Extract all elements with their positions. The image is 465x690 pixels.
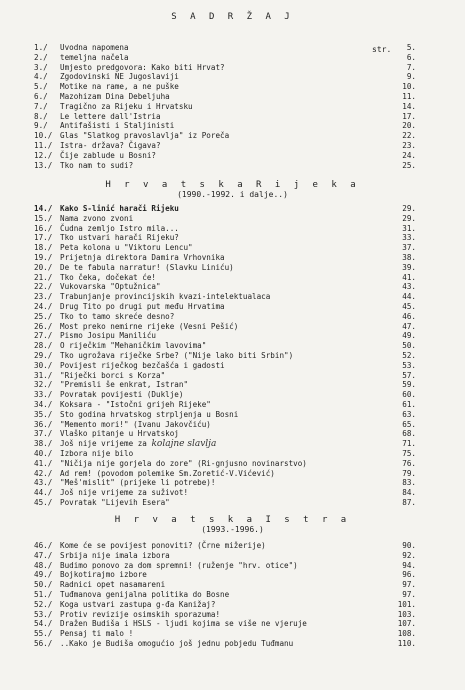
toc-entry-title — [60, 92, 170, 102]
toc-entry-title — [60, 82, 179, 92]
toc-entry — [0, 112, 465, 122]
toc-entry-title — [60, 263, 234, 273]
toc-entry-title-text: Izbora nije bilo — [60, 448, 134, 458]
toc-entry-number: 3./ — [34, 62, 48, 72]
toc-entry-title — [60, 243, 193, 253]
toc-entry-title-text: Srbija nije imala izbora — [60, 550, 170, 560]
toc-entry-number: 48./ — [34, 560, 53, 570]
toc-entry — [0, 351, 465, 361]
toc-entry-page: 68. — [402, 429, 416, 439]
toc-entry-page: 20. — [402, 121, 416, 131]
toc-entry-title-text: Motike na rame, a ne puške — [60, 82, 179, 92]
toc-entry-number: 23./ — [34, 292, 53, 302]
toc-entry-page: 101. — [397, 599, 416, 609]
toc-entry — [0, 639, 465, 649]
toc-entry-title-text: Glas "Slatkog pravoslavlja" iz Poreča — [60, 131, 230, 141]
toc-entry — [0, 141, 465, 151]
toc-entry — [0, 224, 465, 234]
toc-entry-page: 76. — [402, 458, 416, 468]
toc-entry-title-text: Čije zablude u Bosni? — [60, 150, 157, 160]
toc-entry-title-text: Drug Tito po drugi put među Hrvatima — [60, 301, 225, 311]
toc-entry-page: 10. — [402, 82, 416, 92]
toc-entry — [0, 131, 465, 141]
toc-entry-number: 56./ — [34, 638, 53, 648]
toc-entry — [0, 580, 465, 590]
toc-entry-title — [60, 312, 174, 322]
toc-entry-title-text: Antifašisti i Staljinisti — [60, 121, 175, 131]
toc-entry-title — [60, 331, 156, 341]
toc-entry-number: 7./ — [34, 101, 48, 111]
toc-entry-page: 60. — [402, 390, 416, 400]
toc-entry-title — [60, 619, 307, 629]
toc-entry — [0, 600, 465, 610]
toc-entry-page: 29. — [402, 213, 416, 223]
toc-entry-title-text: Pismo Josipu Maniliću — [60, 331, 157, 341]
toc-entry-title — [60, 610, 220, 620]
toc-entry-title-text: Kako S-linić harači Rijeku — [60, 204, 179, 213]
toc-entry-page: 107. — [397, 619, 416, 629]
toc-entry — [0, 590, 465, 600]
toc-entry-page: 22. — [402, 131, 416, 141]
toc-entry-page: 110. — [397, 638, 416, 648]
toc-entry-number: 21./ — [34, 272, 53, 282]
toc-entry-title — [60, 112, 161, 122]
toc-entry-number: 15./ — [34, 213, 53, 223]
toc-entry-title — [60, 102, 193, 112]
toc-entry-page: 9. — [406, 72, 416, 82]
toc-entry-page: 57. — [402, 370, 416, 380]
toc-entry-title-text: Ad rem! (povodom polemike Sm.Zoretić-V.Vićević) — [60, 468, 275, 478]
toc-entry-number: 31./ — [34, 370, 53, 380]
toc-entry-number: 41./ — [34, 458, 53, 468]
toc-entry-title — [60, 322, 238, 332]
toc-entry-number: 14./ — [34, 204, 53, 213]
toc-entry-page: 79. — [402, 468, 416, 478]
toc-entry-title-text: Radnici opet nasamareni — [60, 580, 166, 590]
toc-entry-title — [60, 449, 133, 459]
toc-entry-page: 90. — [402, 541, 416, 550]
toc-entry-title-text: Tko ugrožava riječke Srbe? ("Nije lako biti Srbin") — [60, 350, 294, 360]
toc-entry-page: 43. — [402, 282, 416, 292]
toc-entry-number: 43./ — [34, 478, 53, 488]
toc-entry-number: 38./ — [34, 439, 53, 449]
toc-entry — [0, 429, 465, 439]
toc-entry-title-text: Koga ustvari zastupa g-đa Kanižaj? — [60, 599, 216, 609]
toc-entry-title-text: Koksara - "Istočni grijeh Rijeke" — [60, 399, 211, 409]
toc-entry-title-text: Istra- država? Čigava? — [60, 140, 161, 150]
toc-entry-number: 18./ — [34, 243, 53, 253]
toc-entry-title — [60, 161, 133, 171]
toc-entry — [0, 400, 465, 410]
toc-entry-title — [60, 590, 229, 600]
toc-entry — [0, 361, 465, 371]
toc-entry-title — [60, 580, 165, 590]
toc-entry-title-text: Tko čeka, dočekat će! — [60, 272, 157, 282]
toc-entry — [0, 92, 465, 102]
toc-entry-number: 53./ — [34, 609, 53, 619]
toc-entry-page: 96. — [402, 570, 416, 580]
toc-entry-number: 40./ — [34, 448, 53, 458]
toc-entry-title — [60, 429, 179, 439]
toc-entry-title-text: Još nije vrijeme za suživot! — [60, 488, 189, 498]
toc-entry-title — [60, 214, 133, 224]
toc-entry — [0, 322, 465, 332]
toc-entry — [0, 72, 465, 82]
toc-entry-page: 37. — [402, 243, 416, 253]
toc-entry — [0, 629, 465, 639]
toc-entry-number: 20./ — [34, 262, 53, 272]
toc-entry-page: 94. — [402, 560, 416, 570]
toc-entry-number: 44./ — [34, 488, 53, 498]
toc-entry-page: 44. — [402, 292, 416, 302]
toc-entry-title-text: Sto godina hrvatskog strpljenja u Bosni — [60, 409, 239, 419]
toc-entry-title-text: Pensaj ti malo ! — [60, 629, 134, 639]
toc-entry-number: 24./ — [34, 301, 53, 311]
toc-entry-title — [60, 224, 179, 234]
toc-entry — [0, 53, 465, 63]
handwritten-note: kolajne slavlja — [151, 439, 217, 450]
toc-entry-number: 17./ — [34, 233, 53, 243]
toc-entry-title-text: Mazohizam Dina Debeljuha — [60, 91, 170, 101]
toc-entry-title — [60, 204, 179, 214]
toc-entry-number: 5./ — [34, 82, 48, 92]
toc-entry-number: 54./ — [34, 619, 53, 629]
toc-entry-page: 14. — [402, 101, 416, 111]
toc-entry-number: 51./ — [34, 589, 53, 599]
toc-entry-page: 5. — [406, 43, 416, 52]
toc-entry-title-text: De te fabula narratur! (Slavku Liniću) — [60, 262, 234, 272]
toc-entry-title — [60, 233, 179, 243]
toc-entry-title — [60, 131, 229, 141]
toc-entry-number: 33./ — [34, 390, 53, 400]
toc-entry-page: 17. — [402, 111, 416, 121]
toc-entry-title-text: ..Kako je Budiša omogućio još jednu pobjedu Tuđmanu — [60, 638, 294, 648]
toc-entry-title-text: Vukovarska "Optužnica" — [60, 282, 161, 292]
toc-entry-number: 2./ — [34, 52, 48, 62]
toc-entry-title-text: Tragično za Rijeku i Hrvatsku — [60, 101, 193, 111]
toc-entry-page: 108. — [397, 629, 416, 639]
toc-entry-title-text: Povratak "Lijevih Esera" — [60, 497, 170, 507]
toc-entry-page: 38. — [402, 252, 416, 262]
toc-entry-title-text: Trabunjanje provincijskih kvazi-intelektualaca — [60, 292, 271, 302]
toc-entry-title-text: Tko nam to sudi? — [60, 160, 134, 170]
toc-entry — [0, 102, 465, 112]
toc-entry-title — [60, 541, 266, 551]
toc-entry-title — [60, 292, 270, 302]
toc-section-3 — [0, 541, 465, 649]
toc-entry-page: 7. — [406, 62, 416, 72]
toc-entry-title — [60, 561, 298, 571]
toc-entry-number: 32./ — [34, 380, 53, 390]
toc-entry-title-text: Budimo ponovo za dom spremni! (ruženje "hrv. otice") — [60, 560, 298, 570]
toc-entry-page: 24. — [402, 150, 416, 160]
toc-entry — [0, 570, 465, 580]
toc-entry-title — [60, 43, 129, 53]
toc-entry-title-text: Peta kolona u "Viktoru Lencu" — [60, 243, 193, 253]
toc-entry-title-text: Tko to tamo skreće desno? — [60, 311, 175, 321]
toc-entry — [0, 551, 465, 561]
toc-entry-page: 103. — [397, 609, 416, 619]
toc-entry-title-text: Povijest riječkog bezčašća i gadosti — [60, 360, 225, 370]
toc-entry-title-text: temeljna načela — [60, 52, 129, 62]
toc-entry-page: 97. — [402, 589, 416, 599]
toc-entry-title-text: "Premisli še enkrat, Istran" — [60, 380, 189, 390]
toc-entry-title — [60, 570, 147, 580]
toc-entry-title — [60, 151, 156, 161]
toc-entry-page: 61. — [402, 399, 416, 409]
toc-entry-title — [60, 273, 156, 283]
toc-entry-number: 26./ — [34, 321, 53, 331]
toc-entry — [0, 420, 465, 430]
toc-entry-page: 47. — [402, 321, 416, 331]
toc-entry-title — [60, 390, 183, 400]
toc-entry-page: 92. — [402, 550, 416, 560]
toc-entry — [0, 439, 465, 449]
toc-entry-title — [60, 351, 293, 361]
toc-entry-page: 11. — [402, 91, 416, 101]
toc-entry-number: 47./ — [34, 550, 53, 560]
toc-entry-number: 49./ — [34, 570, 53, 580]
toc-entry — [0, 541, 465, 551]
toc-entry-page: 31. — [402, 223, 416, 233]
toc-entry-title — [60, 253, 225, 263]
section-title-istra: H r v a t s k a I s t r a — [114, 515, 351, 525]
toc-entry — [0, 371, 465, 381]
toc-entry-title — [60, 141, 161, 151]
toc-entry — [0, 282, 465, 292]
section-title-rijeka: H r v a t s k a R i j e k a — [105, 180, 360, 190]
toc-entry — [0, 610, 465, 620]
toc-entry-page: 29. — [402, 204, 416, 213]
toc-entry-title-text: Još nije vrijeme za — [60, 439, 147, 449]
toc-entry-title-text: Zgodovinski NE Jugoslaviji — [60, 72, 179, 82]
toc-entry-number: 13./ — [34, 160, 53, 170]
toc-entry-title-text: Most preko nemirne rijeke (Vesni Pešić) — [60, 321, 239, 331]
toc-entry — [0, 43, 465, 53]
toc-entry-title — [60, 53, 129, 63]
toc-entry-page: 39. — [402, 262, 416, 272]
toc-entry-number: 27./ — [34, 331, 53, 341]
toc-entry — [0, 449, 465, 459]
toc-entry — [0, 331, 465, 341]
toc-entry-title-text: "Ničija nije gorjela do zore" (Ri-gnjusno novinarstvo) — [60, 458, 307, 468]
toc-entry-title — [60, 629, 133, 639]
toc-entry-title — [60, 72, 179, 82]
toc-entry-title-text: "Meš'mislit" (prijeke li potrebe)! — [60, 478, 216, 488]
toc-entry-title — [60, 488, 188, 498]
toc-entry-number: 30./ — [34, 360, 53, 370]
toc-entry-page: 49. — [402, 331, 416, 341]
toc-entry-page: 45. — [402, 301, 416, 311]
toc-entry — [0, 63, 465, 73]
toc-entry-title — [60, 341, 206, 351]
toc-entry-number: 4./ — [34, 72, 48, 82]
toc-entry-number: 12./ — [34, 150, 53, 160]
toc-entry-number: 50./ — [34, 580, 53, 590]
toc-entry-title — [60, 380, 188, 390]
toc-entry-page: 63. — [402, 409, 416, 419]
toc-entry-title — [60, 459, 307, 469]
toc-entry-title-text: Uvodna napomena — [60, 43, 129, 52]
toc-entry-page: 46. — [402, 311, 416, 321]
toc-entry-title — [60, 498, 170, 508]
toc-entry-title — [60, 282, 161, 292]
toc-entry — [0, 619, 465, 629]
toc-entry-number: 19./ — [34, 252, 53, 262]
toc-entry-page: 33. — [402, 233, 416, 243]
toc-entry-number: 9./ — [34, 121, 48, 131]
toc-entry — [0, 469, 465, 479]
toc-entry — [0, 498, 465, 508]
toc-entry-title-text: Umjesto predgovora: Kako biti Hrvat? — [60, 62, 225, 72]
toc-entry-page: 59. — [402, 380, 416, 390]
toc-entry-title-text: Povratak povijesti (Duklje) — [60, 390, 184, 400]
toc-entry — [0, 380, 465, 390]
toc-entry-number: 34./ — [34, 399, 53, 409]
toc-entry-number: 55./ — [34, 629, 53, 639]
toc-entry-number: 10./ — [34, 131, 53, 141]
toc-entry-title — [60, 302, 225, 312]
toc-entry-title — [60, 420, 211, 430]
toc-entry — [0, 273, 465, 283]
toc-entry — [0, 204, 465, 214]
toc-entry-title-text: Prijetnja direktora Damira Vrhovnika — [60, 252, 225, 262]
toc-entry — [0, 214, 465, 224]
toc-entry-title-text: "Memento mori!" (Ivanu Jakovčiću) — [60, 419, 211, 429]
toc-entry — [0, 312, 465, 322]
toc-entry-page: 75. — [402, 448, 416, 458]
toc-entry — [0, 82, 465, 92]
page-column-label: str. — [372, 45, 392, 54]
toc-entry-title-text: Le lettere dall'Istria — [60, 111, 161, 121]
toc-section-1 — [0, 43, 465, 170]
toc-entry-title — [60, 361, 225, 371]
section-subtitle-rijeka: (1990.-1992. i dalje..) — [177, 190, 288, 199]
toc-entry-number: 35./ — [34, 409, 53, 419]
toc-entry-title — [60, 478, 215, 488]
toc-entry-number: 46./ — [34, 541, 53, 550]
toc-entry-title — [60, 371, 165, 381]
toc-entry-title-text: Tko ustvari harači Rijeku? — [60, 233, 179, 243]
toc-entry-page: 41. — [402, 272, 416, 282]
toc-entry-number: 36./ — [34, 419, 53, 429]
toc-entry-title-text: Čudna zemljo Istro mila... — [60, 223, 179, 233]
toc-entry-title-text: Tuđmanova genijalna politika do Bosne — [60, 589, 230, 599]
toc-entry — [0, 302, 465, 312]
toc-entry-title-text: Vlaško pitanje u Hrvatskoj — [60, 429, 179, 439]
toc-entry-number: 22./ — [34, 282, 53, 292]
toc-entry-title — [60, 63, 225, 73]
toc-entry-page: 52. — [402, 350, 416, 360]
toc-entry-number: 8./ — [34, 111, 48, 121]
toc-entry-page: 87. — [402, 497, 416, 507]
toc-entry-page: 25. — [402, 160, 416, 170]
toc-entry — [0, 478, 465, 488]
toc-entry-title — [60, 600, 215, 610]
toc-entry-number: 37./ — [34, 429, 53, 439]
toc-entry-page: 71. — [402, 439, 416, 449]
toc-entry-title-text: "Riječki borci s Korza" — [60, 370, 166, 380]
toc-entry-page: 65. — [402, 419, 416, 429]
toc-entry-number: 11./ — [34, 140, 53, 150]
toc-entry-title-text: Kome će se povijest ponoviti? (Črne mižerije) — [60, 541, 266, 550]
toc-entry-title-text: Protiv revizije osimskih sporazuma! — [60, 609, 221, 619]
toc-entry — [0, 263, 465, 273]
toc-entry-title-text: Nama zvono zvoni — [60, 213, 134, 223]
toc-entry — [0, 121, 465, 131]
toc-entry — [0, 341, 465, 351]
toc-entry — [0, 151, 465, 161]
toc-entry-page: 83. — [402, 478, 416, 488]
toc-entry — [0, 233, 465, 243]
section-subtitle-istra: (1993.-1996.) — [201, 525, 264, 534]
toc-entry — [0, 488, 465, 498]
toc-entry-title-text: O riječkim "Mehaničkim lavovima" — [60, 341, 207, 351]
toc-section-2 — [0, 204, 465, 508]
toc-entry-title — [60, 400, 211, 410]
toc-entry-page: 50. — [402, 341, 416, 351]
toc-entry-title — [60, 639, 293, 649]
page-title: S A D R Ž A J — [171, 12, 294, 22]
toc-entry — [0, 390, 465, 400]
toc-entry — [0, 459, 465, 469]
toc-entry — [0, 561, 465, 571]
toc-entry-number: 52./ — [34, 599, 53, 609]
toc-entry-number: 29./ — [34, 350, 53, 360]
toc-entry-page: 53. — [402, 360, 416, 370]
toc-entry-title-text: Bojkotirajmo izbore — [60, 570, 147, 580]
toc-entry-page: 97. — [402, 580, 416, 590]
toc-entry-number: 6./ — [34, 91, 48, 101]
toc-entry — [0, 243, 465, 253]
toc-entry-number: 16./ — [34, 223, 53, 233]
toc-entry-number: 45./ — [34, 497, 53, 507]
toc-entry-title — [60, 410, 238, 420]
toc-entry-page: 6. — [406, 52, 416, 62]
toc-entry-title — [60, 469, 275, 479]
toc-entry-title — [60, 551, 170, 561]
toc-entry — [0, 410, 465, 420]
toc-entry-number: 1./ — [34, 43, 48, 52]
toc-entry-number: 25./ — [34, 311, 53, 321]
toc-entry-number: 42./ — [34, 468, 53, 478]
toc-entry-page: 84. — [402, 488, 416, 498]
toc-entry-title — [60, 121, 174, 131]
toc-entry — [0, 253, 465, 263]
toc-entry — [0, 161, 465, 171]
toc-entry — [0, 292, 465, 302]
toc-entry-page: 23. — [402, 140, 416, 150]
toc-entry-title-text: Dražen Budiša i HSLS - ljudi kojima se više ne vjeruje — [60, 619, 307, 629]
toc-entry-number: 28./ — [34, 341, 53, 351]
